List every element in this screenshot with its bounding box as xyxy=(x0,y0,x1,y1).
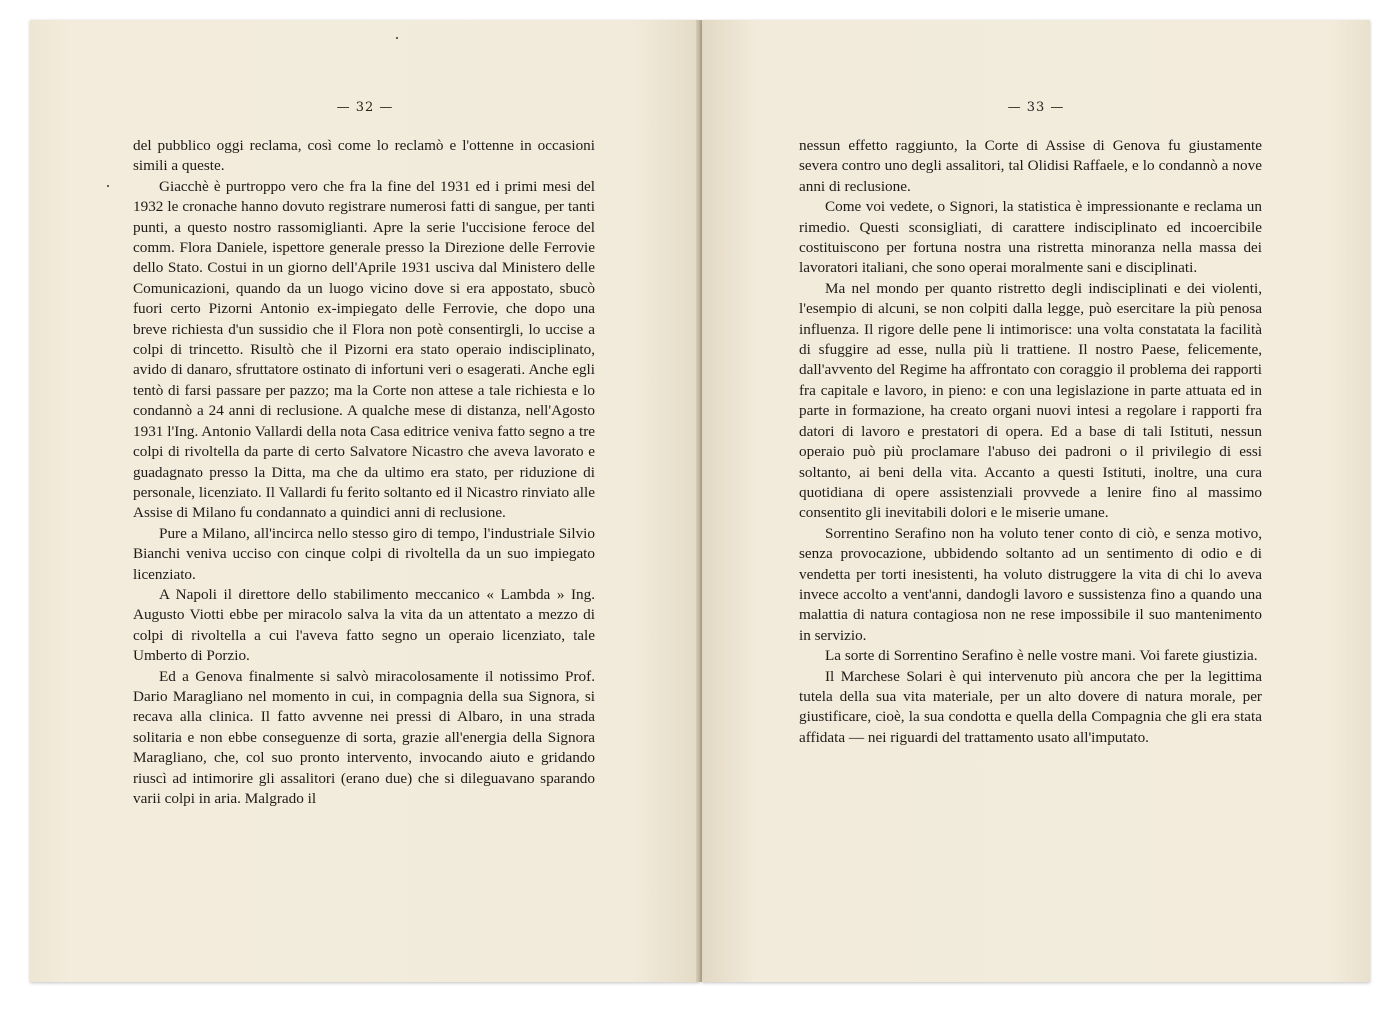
paper-speck xyxy=(396,37,398,39)
page-body xyxy=(133,136,595,809)
paper-speck xyxy=(107,185,109,187)
paragraph: Ed a Genova finalmente si salvò miracolosamente il notissimo Prof. Dario Maragliano nel momento in cui, in compagnia della sua Signora, si recava alla clinica. Il fatto avvenne nei pressi di Albaro, in una strada solitaria e non ebbe conseguenze di sorta, grazie all'energia della Signora Maragliano, che, col suo pronto intervento, invocando aiuto e gridando riuscì ad intimorire gli assalitori (erano due) che si dileguavano sparando varii colpi in aria. Malgrado il xyxy=(133,667,595,807)
paragraph: nessun effetto raggiunto, la Corte di Assise di Genova fu giustamente severa contro uno degli assalitori, tal Olidisi Raffaele, e lo condannò a nove anni di reclusione. xyxy=(799,137,1262,195)
page-number: — 32 — xyxy=(336,100,394,115)
page-number: — 33 — xyxy=(1007,100,1065,115)
page-body xyxy=(799,136,1262,748)
paragraph: Ma nel mondo per quanto ristretto degli indisciplinati e dei violenti, l'esempio di alcuni, se non colpiti dalla legge, può esercitare la più penosa influenza. Il rigore delle pene li intimorisce: una volta constatata la facilità di sfuggire ad esse, nulla più li trattiene. Il nostro Paese, felicemente, dall'avvento del Regime ha affrontato con coraggio il problema dei rapporti fra capitale e lavoro, in pieno: e con una legislazione in parte attuata ed in parte in formazione, ha creato organi nuovi intesi a regolare i rapporti fra datori di lavoro e prestatori di opera. Ed a base di tali Istituti, nessun operaio può più proclamare l'abuso dei padroni o il privilegio di essi soltanto, ai beni della vita. Accanto a questi Istituti, inoltre, una cura quotidiana di opere assistenziali provvede a lenire fino al massimo consentito gli inevitabili dolori e le miserie umane. xyxy=(799,279,1262,522)
paragraph: Come voi vedete, o Signori, la statistica è impressionante e reclama un rimedio. Questi sconsigliati, di carattere indisciplinato ed incoercibile costituiscono per fortuna nostra una ristretta minoranza nella massa dei lavoratori italiani, che sono operai moralmente sani e disciplinati. xyxy=(799,198,1262,277)
right-page xyxy=(702,20,1370,982)
paragraph: Pure a Milano, all'incirca nello stesso giro di tempo, l'industriale Silvio Bianchi veniva ucciso con cinque colpi di rivoltella da un suo impiegato licenziato. xyxy=(133,524,595,583)
paragraph: Sorrentino Serafino non ha voluto tener conto di ciò, e senza motivo, senza provocazione, ubbidendo soltanto ad un sentimento di odio e di vendetta per torti inesistenti, ha voluto distruggere la vita di chi lo aveva invece accolto a vent'anni, dandogli lavoro e sussistenza fino a quando una malattia di natura contagiosa non ne rese impossibile il suo mantenimento in servizio. xyxy=(799,524,1262,644)
left-page xyxy=(30,20,700,982)
paragraph: del pubblico oggi reclama, così come lo reclamò e l'ottenne in occasioni simili a queste. xyxy=(133,137,595,175)
paragraph: La sorte di Sorrentino Serafino è nelle vostre mani. Voi farete giustizia. xyxy=(825,647,1258,665)
open-book-spread xyxy=(30,20,1370,982)
paragraph: Giacchè è purtroppo vero che fra la fine del 1931 ed i primi mesi del 1932 le cronache hanno dovuto registrare numerosi fatti di sangue, per tanti punti, a questo nostro rassomiglianti. Apre la serie l'uccisione feroce del comm. Flora Daniele, ispettore generale presso la Direzione delle Ferrovie dello Stato. Costui in un giorno dell'Aprile 1931 usciva dal Ministero delle Comunicazioni, quando da un luogo vicino dove si era appostato, sbucò fuori certo Pizorni Antonio ex-impiegato delle Ferrovie, che dopo una breve richiesta d'un sussidio che il Flora non potè consentirgli, lo uccise a colpi di trincetto. Risultò che il Pizorni era stato operaio indisciplinato, avido di danaro, sfruttatore ostinato di infortuni veri o esagerati. Anche egli tentò di farsi passare per pazzo; ma la Corte non attese a tale richiesta e lo condannò a 24 anni di reclusione. A qualche mese di distanza, nell'Agosto 1931 l'Ing. Antonio Vallardi della nota Casa editrice veniva fatto segno a tre colpi di rivoltella da parte di certo Salvatore Nicastro che aveva lavorato e guadagnato presso la Ditta, ma che da ultimo era stato, per riduzione di personale, licenziato. Il Vallardi fu ferito soltanto ed il Nicastro rinviato alle Assise di Milano fu condannato a quindici anni di reclusione. xyxy=(133,177,595,522)
paragraph: Il Marchese Solari è qui intervenuto più ancora che per la legittima tutela della sua vita materiale, per un alto dovere di natura morale, per giustificare, cioè, la sua condotta e quella della Compagnia che gli era stata affidata — nei riguardi del trattamento usato all'imputato. xyxy=(799,667,1262,746)
paragraph: A Napoli il direttore dello stabilimento meccanico « Lambda » Ing. Augusto Viotti ebbe per miracolo salva la vita da un attentato a mezzo di colpi di rivoltella a cui l'aveva fatto segno un operaio licenziato, tale Umberto di Porzio. xyxy=(133,585,595,665)
